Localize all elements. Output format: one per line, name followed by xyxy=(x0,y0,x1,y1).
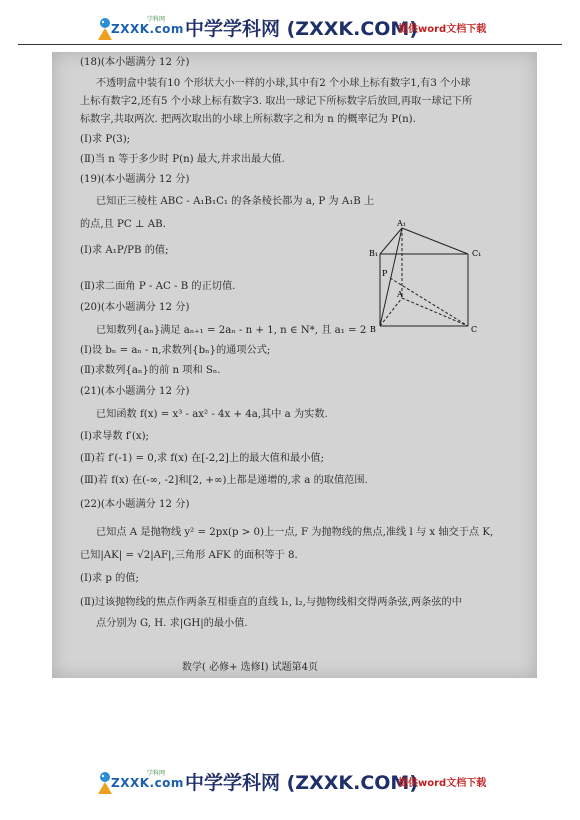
q18-title: (18)(本小题满分 12 分) xyxy=(80,57,190,68)
logo-subtext: 学科网 xyxy=(147,770,166,777)
q20-part-1: (Ⅰ)设 bₙ = aₙ - n,求数列{bₙ}的通项公式; xyxy=(80,345,271,356)
download-link[interactable]: 提供word文档下载 xyxy=(398,778,487,789)
q18-body-3: 标数字,共取两次. 把两次取出的小球上所标数字之和为 n 的概率记为 P(n). xyxy=(80,114,416,125)
top-banner xyxy=(0,8,580,48)
q22-part-2a: (Ⅱ)过该抛物线的焦点作两条互相垂直的直线 l₁, l₂,与抛物线相交得两条弦,两条弦的中 xyxy=(80,597,462,608)
header-divider xyxy=(18,44,562,45)
label-b: B xyxy=(370,325,376,334)
q20-body-1: 已知数列{aₙ}满足 aₙ₊₁ = 2aₙ - n + 1, n ∈ N*, 且 a₁ = 2 xyxy=(96,325,367,336)
q19-part-1: (Ⅰ)求 A₁P/PB 的值; xyxy=(80,245,169,256)
q19-title: (19)(本小题满分 12 分) xyxy=(80,174,190,185)
logo-text: ZXXK.com xyxy=(111,22,184,36)
label-c: C xyxy=(471,325,478,334)
q18-part-2: (Ⅱ)当 n 等于多少时 P(n) 最大,并求出最大值. xyxy=(80,154,285,165)
q22-part-2b: 点分别为 G, H. 求|GH|的最小值. xyxy=(96,618,248,629)
q19-body-1: 已知正三棱柱 ABC - A₁B₁C₁ 的各条棱长都为 a, P 为 A₁B 上 xyxy=(96,196,375,207)
q18-body-2: 上标有数字2,还有5 个小球上标有数字3. 取出一球记下所标数字后放回,再取一球记下所 xyxy=(80,96,473,107)
q20-part-2: (Ⅱ)求数列{aₙ}的前 n 项和 Sₙ. xyxy=(80,365,221,376)
q22-part-1: (Ⅰ)求 p 的值; xyxy=(80,573,139,584)
q21-title: (21)(本小题满分 12 分) xyxy=(80,386,190,397)
page-footer: 数学( 必修+ 选修Ⅰ) 试题第4页 xyxy=(182,662,319,673)
logo-subtext: 学科网 xyxy=(147,16,166,23)
q18-part-1: (Ⅰ)求 P(3); xyxy=(80,134,131,145)
bottom-banner xyxy=(0,762,580,802)
q22-body-2: 已知|AK| = √2|AF|,三角形 AFK 的面积等于 8. xyxy=(80,550,298,561)
q21-part-3: (Ⅲ)若 f(x) 在(-∞, -2]和[2, +∞)上都是递增的,求 a 的取值范围. xyxy=(80,475,368,486)
zxxk-logo[interactable] xyxy=(95,12,184,44)
q20-title: (20)(本小题满分 12 分) xyxy=(80,302,190,313)
site-name[interactable]: 中学学科网 (ZXXK.COM) xyxy=(185,772,419,794)
q21-body-1: 已知函数 f(x) = x³ - ax² - 4x + 4a,其中 a 为实数. xyxy=(96,409,328,420)
prism-figure xyxy=(364,218,514,338)
q21-part-1: (Ⅰ)求导数 f′(x); xyxy=(80,431,149,442)
q22-body-1: 已知点 A 是抛物线 y² = 2px(p > 0)上一点, F 为抛物线的焦点,准线 l 与 x 轴交于点 K, xyxy=(96,527,494,538)
label-p: P xyxy=(382,269,388,278)
q19-body-2: 的点,且 PC ⊥ AB. xyxy=(80,219,166,230)
label-b1: B₁ xyxy=(369,249,379,258)
q21-part-2: (Ⅱ)若 f′(-1) = 0,求 f(x) 在[-2,2]上的最大值和最小值; xyxy=(80,453,325,464)
label-a: A xyxy=(397,290,403,299)
q22-title: (22)(本小题满分 12 分) xyxy=(80,499,190,510)
site-name[interactable]: 中学学科网 (ZXXK.COM) xyxy=(185,18,419,40)
label-c1: C₁ xyxy=(472,249,482,258)
zxxk-logo-bottom[interactable] xyxy=(95,766,184,798)
logo-text: ZXXK.com xyxy=(111,776,184,790)
download-link[interactable]: 提供word文档下载 xyxy=(398,24,487,35)
label-a1: A₁ xyxy=(397,219,406,228)
q19-part-2: (Ⅱ)求二面角 P - AC - B 的正切值. xyxy=(80,281,236,292)
scanned-page xyxy=(52,52,537,678)
q18-body-1: 不透明盒中装有10 个形状大小一样的小球,其中有2 个小球上标有数字1,有3 个小球 xyxy=(96,78,471,89)
